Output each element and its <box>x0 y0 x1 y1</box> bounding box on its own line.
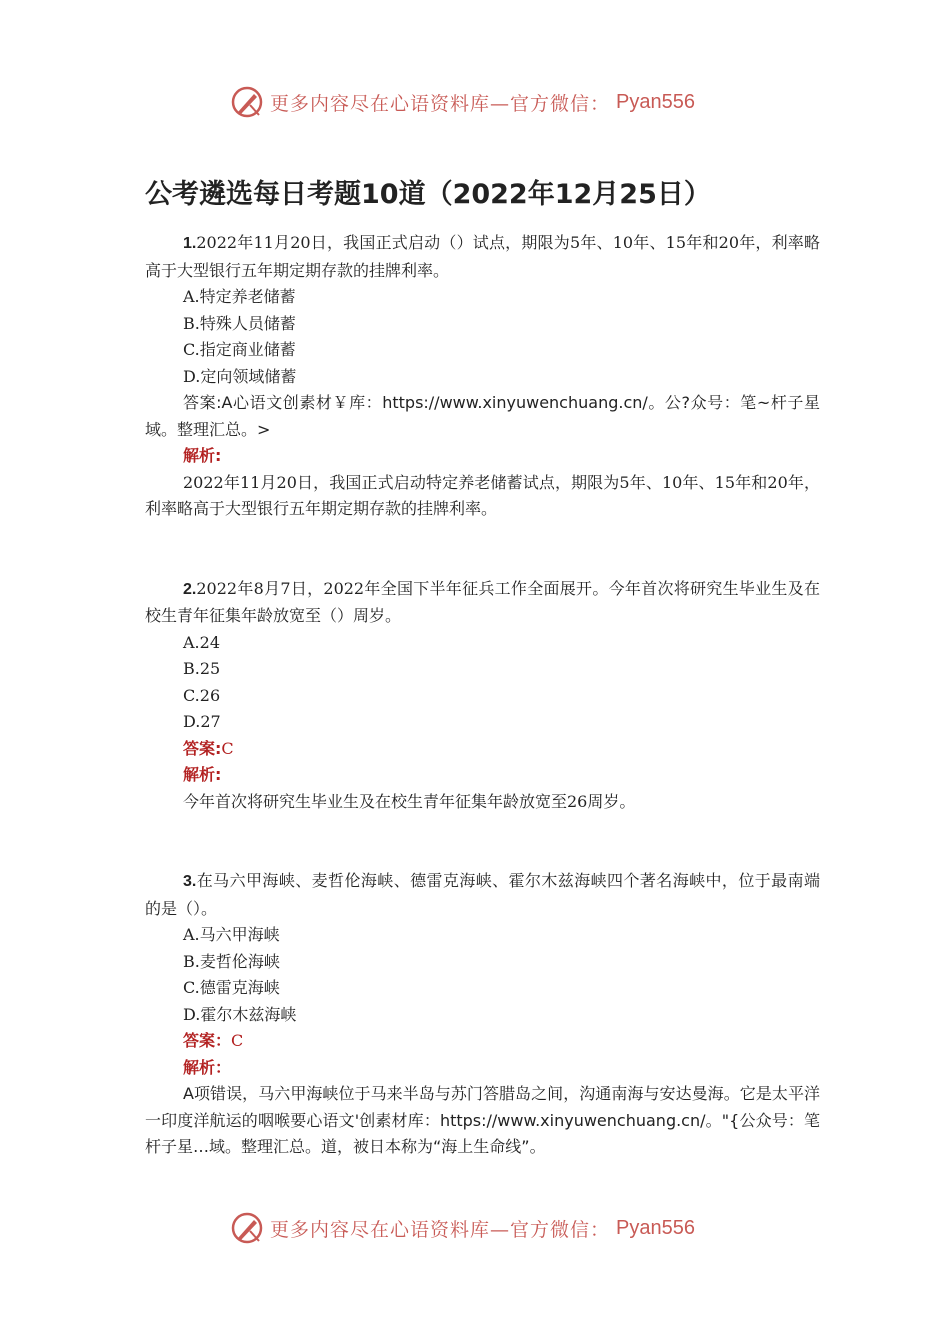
banner-text: 更多内容尽在心语资料库—官方微信： <box>270 1218 611 1241</box>
banner-wechat-id: Pyan556 <box>616 90 695 113</box>
option-c: C.26 <box>183 685 221 705</box>
pen-logo-icon <box>230 85 264 119</box>
analysis-label: 解析: <box>183 765 222 784</box>
analysis-label: 解析: <box>183 446 222 465</box>
pen-logo-icon <box>230 1211 264 1245</box>
question-2 <box>145 576 820 816</box>
question-number: 2. <box>183 580 197 598</box>
option-a: A.特定养老储蓄 <box>183 287 296 306</box>
option-a: A.24 <box>183 632 220 652</box>
question-stem: 3.在马六甲海峡、麦哲伦海峡、德雷克海峡、霍尔木兹海峡四个著名海峡中，位于最南端的是（）。 <box>145 871 820 918</box>
option-b: B.特殊人员储蓄 <box>183 313 296 333</box>
question-3 <box>145 868 820 1161</box>
question-number: 1. <box>183 235 197 252</box>
question-stem: 2.2022年8月7日，2022年全国下半年征兵工作全面展开。今年首次将研究生毕业生及在校生青年征集年龄放宽至（）周岁。 <box>145 578 820 625</box>
question-number: 3. <box>183 873 197 890</box>
page-title: 公考遴选每日考题10道（2022年12月25日） <box>145 179 711 210</box>
question-list <box>145 230 820 1161</box>
answer-value: C <box>221 738 234 758</box>
answer-line: 答案:A心语文创素材￥库：https://www.xinyuwenchuang.cn/。公?众号：笔~杆子星域。整理汇总。> <box>145 393 820 439</box>
analysis-text: 今年首次将研究生毕业生及在校生青年征集年龄放宽至26周岁。 <box>183 791 636 811</box>
option-d: D.霍尔木兹海峡 <box>183 1004 297 1024</box>
answer-value: C <box>231 1031 244 1050</box>
option-c: C.指定商业储蓄 <box>183 340 296 359</box>
option-d: D.定向领域储蓄 <box>183 366 297 386</box>
banner-text: 更多内容尽在心语资料库—官方微信： <box>270 92 611 115</box>
option-d: D.27 <box>183 712 221 731</box>
question-1 <box>145 230 820 523</box>
answer-line: 答案:C <box>183 738 234 758</box>
question-stem: 1.2022年11月20日，我国正式启动（）试点，期限为5年、10年、15年和20年，利率略高于大型银行五年期定期存款的挂牌利率。 <box>145 233 820 280</box>
option-c: C.德雷克海峡 <box>183 978 280 997</box>
analysis-text: 2022年11月20日，我国正式启动特定养老储蓄试点，期限为5年、10年、15年和20年，利率略高于大型银行五年期定期存款的挂牌利率。 <box>145 472 820 518</box>
answer-line: 答案：C <box>183 1031 244 1050</box>
analysis-label: 解析： <box>183 1057 232 1077</box>
banner-wechat-id: Pyan556 <box>616 1216 695 1239</box>
header-banner <box>230 84 730 120</box>
option-b: B.25 <box>183 659 221 678</box>
analysis-text: A项错误，马六甲海峡位于马来半岛与苏门答腊岛之间，沟通南海与安达曼海。它是太平洋一印度洋航运的咽喉要心语文'创素材库：https://www.xinyuwenchuang.cn/。"{公众号：笔杆子星…域。整理汇总。道，被日本称为“海上生命线”。 <box>145 1084 820 1156</box>
option-b: B.麦哲伦海峡 <box>183 951 280 971</box>
footer-banner <box>230 1210 730 1246</box>
option-a: A.马六甲海峡 <box>183 925 280 944</box>
